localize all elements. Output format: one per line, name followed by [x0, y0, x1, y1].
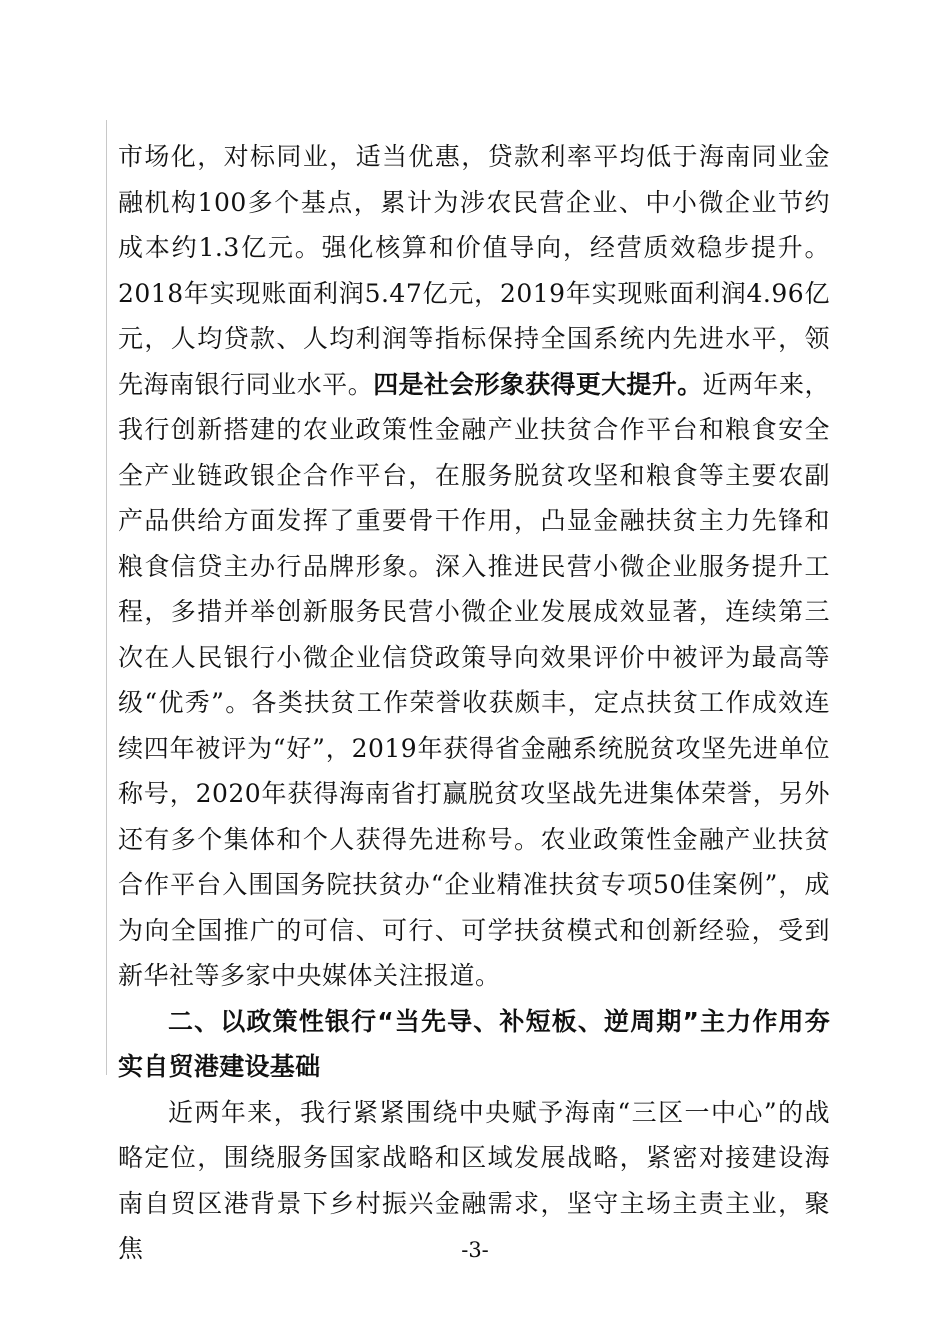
bold-subheading: 四是社会形象获得更大提升。: [373, 369, 703, 399]
paragraph-text: 市场化，对标同业，适当优惠，贷款利率平均低于海南同业金融机构100多个基点，累计为涉农民营企业、中小微企业节约成本约1.3亿元。强化核算和价值导向，经营质效稳步提升。2018年实现账面利润5.47亿元，2019年实现账面利润4.96亿元，人均贷款、人均利润等指标保持全国系统内先进水平，领先海南银行同业水平。: [118, 142, 830, 399]
margin-rule: [106, 120, 107, 1075]
document-body: [118, 134, 830, 1272]
paragraph-text: 近两年来，我行创新搭建的农业政策性金融产业扶贫合作平台和粮食安全全产业链政银企合作平台，在服务脱贫攻坚和粮食等主要农副产品供给方面发挥了重要骨干作用，凸显金融扶贫主力先锋和粮食信贷主办行品牌形象。深入推进民营小微企业服务提升工程，多措并举创新服务民营小微企业发展成效显著，连续第三次在人民银行小微企业信贷政策导向效果评价中被评为最高等级“优秀”。各类扶贫工作荣誉收获颇丰，定点扶贫工作成效连续四年被评为“好”，2019年获得省金融系统脱贫攻坚先进单位称号，2020年获得海南省打赢脱贫攻坚战先进集体荣誉，另外还有多个集体和个人获得先进称号。农业政策性金融产业扶贫合作平台入围国务院扶贫办“企业精准扶贫专项50佳案例”，成为向全国推广的可信、可行、可学扶贫模式和创新经验，受到新华社等多家中央媒体关注报道。: [118, 369, 830, 990]
page-number: -3-: [461, 1238, 489, 1262]
paragraph: 近两年来，我行紧紧围绕中央赋予海南“三区一中心”的战略定位，围绕服务国家战略和区域发展战略，紧密对接建设海南自贸区港背景下乡村振兴金融需求，坚守主场主责主业，聚焦: [118, 1097, 830, 1263]
section-heading: 二、以政策性银行“当先导、补短板、逆周期”主力作用夯实自贸港建设基础: [118, 1006, 830, 1081]
paragraph-continuation: [118, 134, 830, 999]
